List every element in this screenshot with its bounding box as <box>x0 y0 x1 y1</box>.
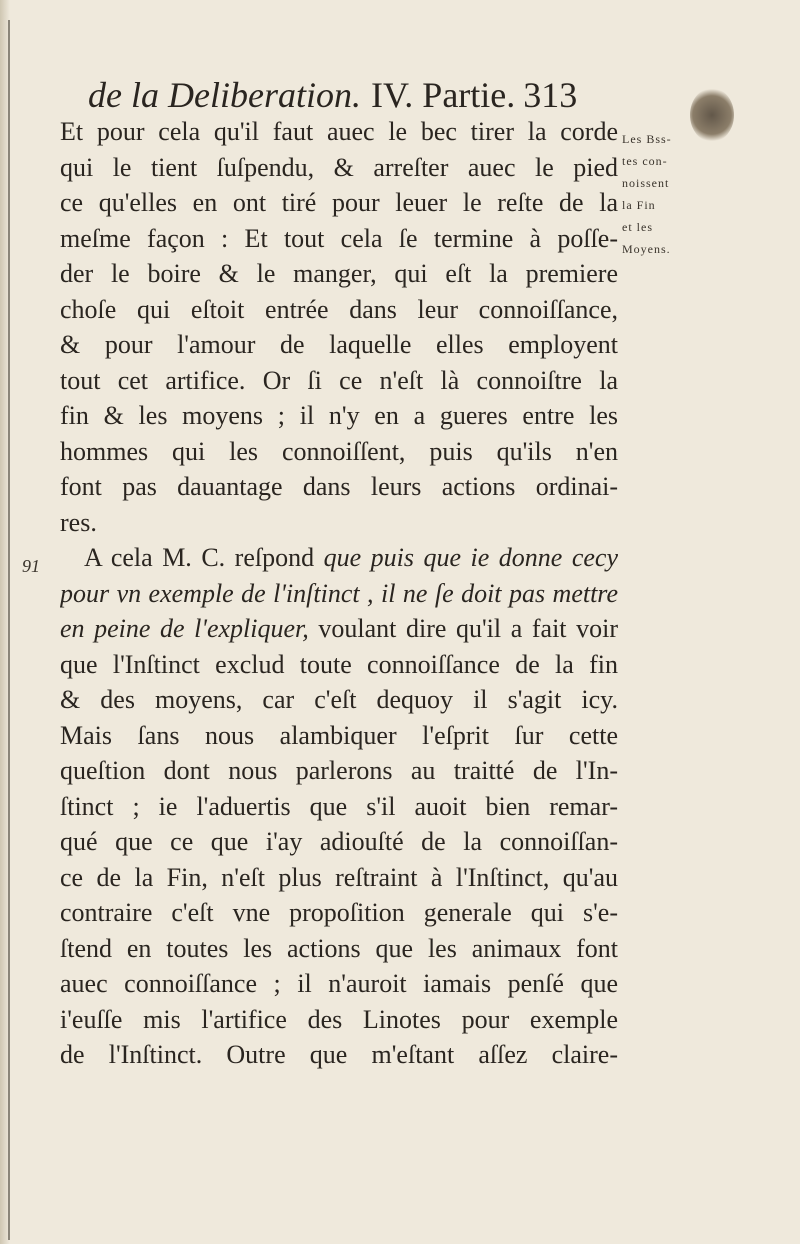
text-line: ce de la Fin, n'eſt plus reſtraint à l'Inſtinct, qu'au <box>60 862 618 892</box>
text-line: & pour l'amour de laquelle elles employent <box>60 330 618 359</box>
text-line: ſtinct ; ie l'aduertis que s'il auoit bien remar- <box>60 791 618 821</box>
margin-note-line: Moyens. <box>622 242 671 256</box>
text-line: der le boire & le manger, qui eſt la premiere <box>60 259 618 288</box>
margin-note-line: la Fin <box>622 198 656 212</box>
text-line: qui le tient ſuſpendu, & arreſter auec le pied <box>60 152 618 182</box>
text-roman: voulant dire qu'il a fait voir <box>308 614 618 643</box>
text-line: font pas dauantage dans leurs actions ordinai- <box>60 472 618 501</box>
margin-note-line: Les Bss- <box>622 132 672 146</box>
text-line: auec connoiſſance ; il n'auroit iamais penſé que <box>60 969 618 998</box>
text-line: tout cet artifice. Or ſi ce n'eſt là connoiſtre la <box>60 365 618 395</box>
running-title: de la Deliberation. <box>88 75 361 115</box>
text-line: Mais ſans nous alambiquer l'eſprit ſur cette <box>60 720 618 750</box>
margin-note-line: noissent <box>622 176 670 190</box>
margin-note-line: tes con- <box>622 154 668 168</box>
text-line: Et pour cela qu'il faut auec le bec tirer la corde <box>60 117 618 146</box>
page-number: 313 <box>523 75 578 115</box>
text-italic: que puis que ie donne cecy <box>323 543 618 572</box>
page-edge <box>8 20 10 1240</box>
text-line: que l'Inſtinct exclud toute connoiſſance de la fin <box>60 649 618 679</box>
margin-number: 91 <box>22 556 40 576</box>
text-line <box>60 540 618 576</box>
text-line: contraire c'eſt vne propoſition generale qui s'e- <box>60 898 618 927</box>
body-text <box>60 114 618 1073</box>
text-line-italic: pour vn exemple de l'inſtinct , il ne ſe doit pas mettre <box>60 578 618 608</box>
text-line: choſe qui eſtoit entrée dans leur connoiſſance, <box>60 294 618 324</box>
text-line <box>60 611 618 647</box>
text-line: ce qu'elles en ont tiré pour leuer le reſte de la <box>60 188 618 217</box>
text-italic: en peine de l'expliquer, <box>60 614 309 643</box>
text-roman: A cela M. C. reſpond <box>84 543 324 572</box>
margin-note <box>622 128 712 260</box>
part-label: IV. Partie. <box>370 75 516 115</box>
text-line: meſme façon : Et tout cela ſe termine à poſſe- <box>60 223 618 253</box>
text-line: ſtend en toutes les actions que les animaux font <box>60 933 618 963</box>
text-line: fin & les moyens ; il n'y en a gueres entre les <box>60 401 618 430</box>
text-line: de l'Inſtinct. Outre que m'eſtant aſſez claire- <box>60 1040 618 1069</box>
text-line: res. <box>60 507 97 537</box>
text-line: i'euſſe mis l'artifice des Linotes pour exemple <box>60 1004 618 1034</box>
text-line: queſtion dont nous parlerons au traitté de l'In- <box>60 756 618 785</box>
text-line: & des moyens, car c'eſt dequoy il s'agit icy. <box>60 685 618 714</box>
text-line: hommes qui les connoiſſent, puis qu'ils n'en <box>60 436 618 466</box>
margin-note-line: et les <box>622 220 653 234</box>
running-header <box>88 70 628 120</box>
text-line: qué que ce que i'ay adiouſté de la connoiſſan- <box>60 827 618 856</box>
